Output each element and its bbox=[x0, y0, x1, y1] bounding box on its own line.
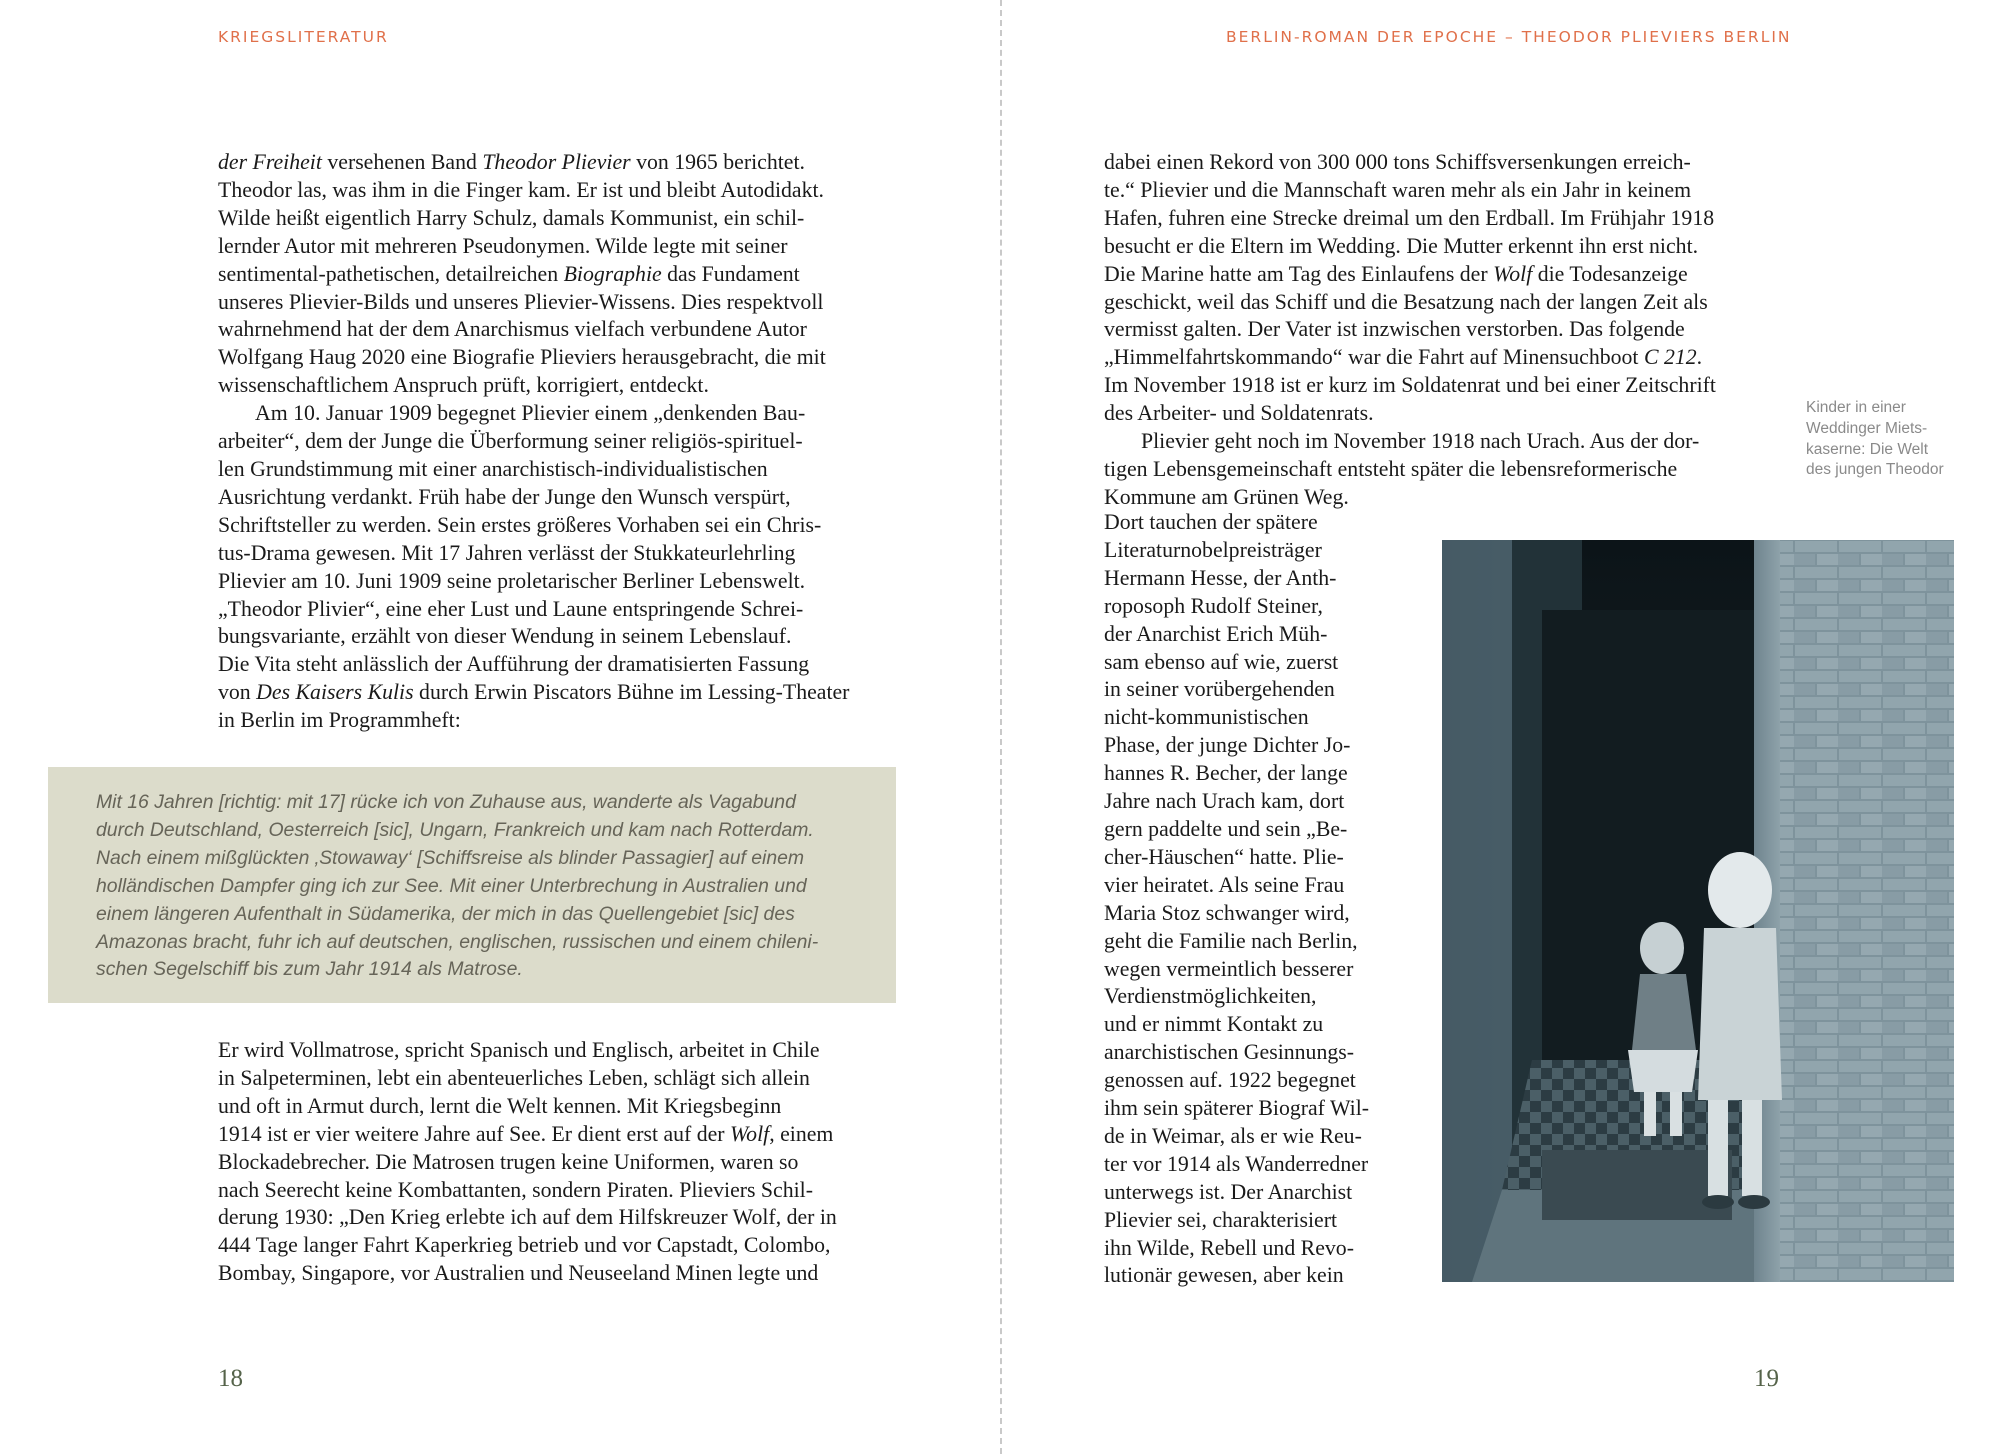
text-line: arbeiter“, dem der Junge die Überformung seiner religiös-spirituel- bbox=[218, 429, 803, 454]
text-line: dabei einen Rekord von 300 000 tons Schiffsversenkungen erreich- bbox=[1104, 150, 1691, 174]
text-line: Verdienstmöglichkeiten, bbox=[1104, 984, 1317, 1009]
text-line: 1914 ist er vier weitere Jahre auf See. Er dient erst auf der Wolf, einem bbox=[218, 1121, 834, 1146]
quote-line: Mit 16 Jahren [richtig: mit 17] rücke ich von Zuhause aus, wanderte als Vagabund bbox=[96, 791, 796, 813]
text-line: Ausrichtung verdankt. Früh habe der Junge den Wunsch verspürt, bbox=[218, 484, 791, 509]
text-line: Blockadebrecher. Die Matrosen trugen keine Uniformen, waren so bbox=[218, 1149, 799, 1174]
text-line: Maria Stoz schwanger wird, bbox=[1104, 900, 1350, 925]
quote-line: holländischen Dampfer ging ich zur See. Mit einer Unterbrechung in Australien und bbox=[96, 874, 807, 897]
left-body-column-bottom bbox=[218, 1037, 837, 1288]
text-line: derung 1930: „Den Krieg erlebte ich auf dem Hilfskreuzer Wolf, der in bbox=[218, 1205, 837, 1230]
text-line: Hermann Hesse, der Anth- bbox=[1104, 565, 1337, 590]
text-line: der Freiheit versehenen Band Theodor Plievier von 1965 berichtet. bbox=[218, 150, 805, 174]
caption-line: Kinder in einer bbox=[1806, 399, 1906, 416]
text-line: Theodor las, was ihm in die Finger kam. Er ist und bleibt Autodidakt. bbox=[218, 177, 824, 202]
text-line: tigen Lebensgemeinschaft entsteht später die lebensreformerische bbox=[1104, 456, 1678, 481]
text-line: gern paddelte und sein „Be- bbox=[1104, 816, 1348, 841]
text-line: in Salpeterminen, lebt ein abenteuerliches Leben, schlägt sich allein bbox=[218, 1065, 810, 1090]
running-head-left: KRIEGSLITERATUR bbox=[218, 28, 389, 46]
text-line: unterwegs ist. Der Anarchist bbox=[1104, 1179, 1353, 1204]
photo-caption bbox=[1806, 398, 1944, 481]
text-line: Hafen, fuhren eine Strecke dreimal um den Erdball. Im Frühjahr 1918 bbox=[1104, 205, 1715, 230]
right-body-column-narrow bbox=[1104, 509, 1369, 1290]
text-line: Kommune am Grünen Weg. bbox=[1104, 484, 1349, 509]
text-line: Wilde heißt eigentlich Harry Schulz, damals Kommunist, ein schil- bbox=[218, 205, 805, 230]
text-line: roposoph Rudolf Steiner, bbox=[1104, 593, 1323, 618]
text-line: wahrnehmend hat der dem Anarchismus vielfach verbundene Autor bbox=[218, 317, 807, 342]
text-line-indented: Am 10. Januar 1909 begegnet Plievier einem „denkenden Bau- bbox=[255, 401, 806, 426]
text-line: Jahre nach Urach kam, dort bbox=[1104, 789, 1345, 814]
text-line: wegen vermeintlich besserer bbox=[1104, 956, 1354, 981]
text-line: in Berlin im Programmheft: bbox=[218, 708, 461, 733]
text-line: lutionär gewesen, aber kein bbox=[1104, 1263, 1344, 1288]
text-line: sam ebenso auf wie, zuerst bbox=[1104, 649, 1339, 674]
page-number-left: 18 bbox=[218, 1365, 243, 1392]
text-line: ihm sein späterer Biograf Wil- bbox=[1104, 1096, 1370, 1121]
text-line: Die Vita steht anlässlich der Aufführung der dramatisierten Fassung bbox=[218, 652, 810, 677]
text-line: Dort tauchen der spätere bbox=[1104, 510, 1318, 534]
text-line: de in Weimar, als er wie Reu- bbox=[1104, 1123, 1362, 1148]
text-line: vier heiratet. Als seine Frau bbox=[1104, 872, 1345, 897]
quote-line: Amazonas bracht, fuhr ich auf deutschen, englischen, russischen und einem chileni- bbox=[96, 930, 819, 953]
left-body-column-top bbox=[218, 149, 849, 735]
text-line: genossen auf. 1922 begegnet bbox=[1104, 1068, 1356, 1093]
text-line: unseres Plievier-Bilds und unseres Plievier-Wissens. Dies respektvoll bbox=[218, 289, 824, 314]
text-line: bungsvariante, erzählt von dieser Wendung in seinem Lebenslauf. bbox=[218, 624, 792, 649]
text-line: Schriftsteller zu werden. Sein erstes größeres Vorhaben sei ein Chris- bbox=[218, 512, 822, 537]
text-line: Er wird Vollmatrose, spricht Spanisch und Englisch, arbeitet in Chile bbox=[218, 1038, 820, 1062]
text-line: len Grundstimmung mit einer anarchistisch-individualistischen bbox=[218, 456, 768, 481]
text-line-indented: Plievier geht noch im November 1918 nach Urach. Aus der dor- bbox=[1141, 429, 1700, 454]
text-line: des Arbeiter- und Soldatenrats. bbox=[1104, 401, 1374, 426]
text-line: Die Marine hatte am Tag des Einlaufens der Wolf die Todesanzeige bbox=[1104, 261, 1688, 286]
text-line: lernder Autor mit mehreren Pseudonymen. Wilde legte mit seiner bbox=[218, 233, 788, 258]
text-line: besucht er die Eltern im Wedding. Die Mutter erkennt ihn erst nicht. bbox=[1104, 233, 1699, 258]
text-line: 444 Tage langer Fahrt Kaperkrieg betrieb und vor Capstadt, Colombo, bbox=[218, 1233, 831, 1258]
photo-illustration bbox=[1442, 540, 1954, 1282]
text-line: „Himmelfahrtskommando“ war die Fahrt auf Minensuchboot C 212. bbox=[1104, 345, 1703, 370]
caption-line: Weddinger Miets- bbox=[1806, 419, 1928, 437]
text-line: Bombay, Singapore, vor Australien und Neuseeland Minen legte und bbox=[218, 1261, 819, 1286]
text-line: hannes R. Becher, der lange bbox=[1104, 761, 1348, 786]
text-line: tus-Drama gewesen. Mit 17 Jahren verlässt der Stukkateurlehrling bbox=[218, 540, 796, 565]
text-line: Phase, der junge Dichter Jo- bbox=[1104, 733, 1351, 758]
text-line: wissenschaftlichem Anspruch prüft, korrigiert, entdeckt. bbox=[218, 373, 709, 398]
text-line: der Anarchist Erich Müh- bbox=[1104, 621, 1328, 646]
caption-line: kaserne: Die Welt bbox=[1806, 440, 1929, 458]
text-line: te.“ Plievier und die Mannschaft waren mehr als ein Jahr in keinem bbox=[1104, 177, 1692, 202]
text-line: geht die Familie nach Berlin, bbox=[1104, 928, 1358, 953]
quote-line: durch Deutschland, Oesterreich [sic], Ungarn, Frankreich und kam nach Rotterdam. bbox=[96, 818, 814, 841]
text-line: nach Seerecht keine Kombattanten, sondern Piraten. Plieviers Schil- bbox=[218, 1177, 813, 1202]
quote-line: Nach einem mißglückten ‚Stowaway‘ [Schiffsreise als blinder Passagier] auf einem bbox=[96, 846, 805, 869]
text-line: anarchistischen Gesinnungs- bbox=[1104, 1040, 1354, 1065]
caption-line: des jungen Theodor bbox=[1806, 461, 1944, 479]
text-line: von Des Kaisers Kulis durch Erwin Piscators Bühne im Lessing-Theater bbox=[218, 680, 850, 705]
text-line: Im November 1918 ist er kurz im Soldatenrat und bei einer Zeitschrift bbox=[1104, 373, 1716, 398]
text-line: Plievier sei, charakterisiert bbox=[1104, 1207, 1338, 1232]
text-line: und oft in Armut durch, lernt die Welt kennen. Mit Kriegsbeginn bbox=[218, 1093, 782, 1118]
photo-children-in-doorway bbox=[1442, 540, 1954, 1282]
right-body-column-top bbox=[1104, 149, 1716, 512]
text-line: ter vor 1914 als Wanderredner bbox=[1104, 1151, 1369, 1176]
text-line: Plievier am 10. Juni 1909 seine proletarischer Berliner Lebenswelt. bbox=[218, 568, 806, 593]
quote-line: schen Segelschiff bis zum Jahr 1914 als Matrose. bbox=[96, 958, 523, 981]
running-head-right: BERLIN-ROMAN DER EPOCHE – THEODOR PLIEVIERS BERLIN bbox=[1226, 28, 1792, 46]
text-line: und er nimmt Kontakt zu bbox=[1104, 1012, 1324, 1037]
text-line: nicht-kommunistischen bbox=[1104, 705, 1309, 730]
block-quote bbox=[96, 789, 818, 984]
quote-line: einem längeren Aufenthalt in Südamerika, der mich in das Quellengebiet [sic] des bbox=[96, 902, 795, 925]
text-line: in seiner vorübergehenden bbox=[1104, 677, 1335, 702]
text-line: vermisst galten. Der Vater ist inzwischen verstorben. Das folgende bbox=[1104, 317, 1685, 342]
text-line: Literaturnobelpreisträger bbox=[1104, 537, 1322, 562]
text-line: sentimental-pathetischen, detailreichen Biographie das Fundament bbox=[218, 261, 800, 286]
text-line: cher-Häuschen“ hatte. Plie- bbox=[1104, 844, 1344, 869]
page-number-right: 19 bbox=[1754, 1365, 1779, 1392]
text-line: geschickt, weil das Schiff und die Besatzung nach der langen Zeit als bbox=[1104, 289, 1708, 314]
text-line: Wolfgang Haug 2020 eine Biografie Plieviers herausgebracht, die mit bbox=[218, 345, 826, 370]
text-line: „Theodor Plivier“, eine eher Lust und Laune entspringende Schrei- bbox=[218, 596, 804, 621]
text-line: ihn Wilde, Rebell und Revo- bbox=[1104, 1235, 1354, 1260]
